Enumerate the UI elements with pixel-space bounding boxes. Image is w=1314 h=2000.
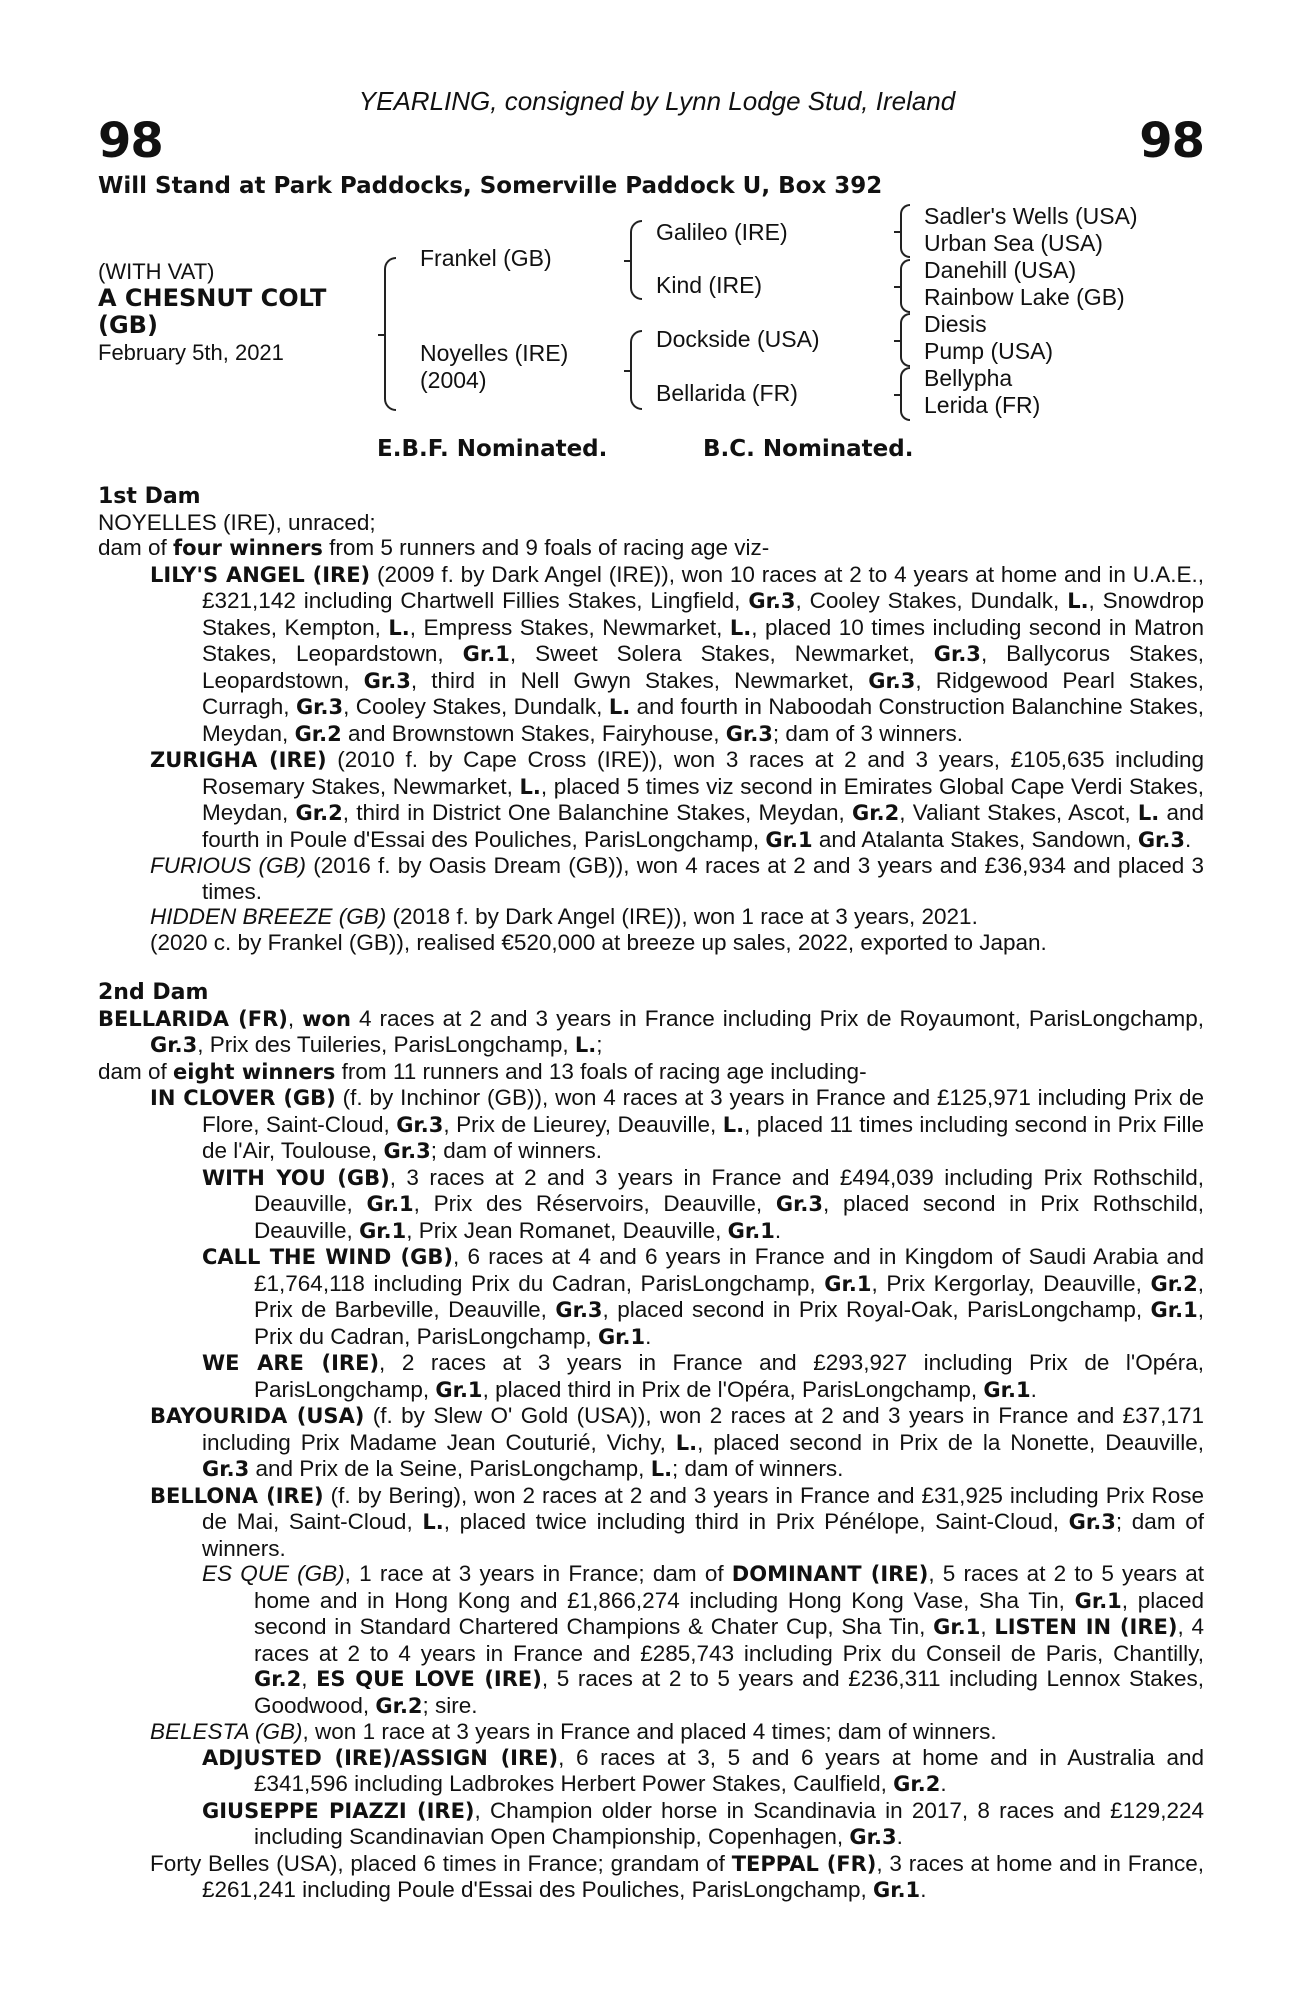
produce-hidden-breeze: HIDDEN BREEZE (GB) (2018 f. by Dark Angel (IRE)), won 1 race at 3 years, 2021. [150,904,978,929]
sss: Sadler's Wells (USA) [924,203,1138,229]
produce-in-clover: IN CLOVER (GB) (f. by Inchinor (GB)), won 4 races at 3 years in France and £125,971 including Prix de Flore, Saint-Cloud, Gr.3, Prix de Lieurey, Deauville, L., placed 11 times including second in Prix Fille de l'Air, Toulouse, Gr.3; dam of winners. [150,1085,1205,1163]
lot-number-right: 98 [1139,113,1204,169]
produce-zurigha: ZURIGHA (IRE) (2010 f. by Cape Cross (IRE)), won 3 races at 2 and 3 years, £105,635 including Rosemary Stakes, Newmarket, L., placed 5 times viz second in Emirates Global Cape Verdi Stakes, Meydan, Gr.2, third in District One Balanchine Stakes, Meydan, Gr.2, Valiant Stakes, Ascot, L. and fourth in Poule d'Essai des Pouliches, ParisLongchamp, Gr.1 and Atalanta Stakes, Sandown, Gr.3. [150,747,1205,852]
pedigree-brace-ss [900,204,910,258]
sire-sire: Galileo (IRE) [656,219,788,245]
horse-name-origin: (GB) [98,311,158,339]
sdd: Rainbow Lake (GB) [924,284,1125,310]
dam-dam: Bellarida (FR) [656,380,798,406]
second-dam-produce-line: dam of eight winners from 11 runners and 13 foals of racing age including- [98,1058,867,1084]
sds: Danehill (USA) [924,257,1077,283]
dss: Diesis [924,311,987,337]
ddd: Lerida (FR) [924,392,1041,418]
bc-nomination: B.C. Nominated. [703,436,914,462]
lot-number-left: 98 [98,113,163,169]
dsd: Pump (USA) [924,338,1054,364]
first-dam-heading: 1st Dam [98,484,201,509]
pedigree-brace-dam [630,330,642,410]
produce-we-are: WE ARE (IRE), 2 races at 3 years in France and £293,927 including Prix de l'Opéra, ParisLongchamp, Gr.1, placed third in Prix de l'Opéra, ParisLongchamp, Gr.1. [202,1350,1204,1402]
first-dam-line: NOYELLES (IRE), unraced; [98,509,376,535]
produce-2020-colt: (2020 c. by Frankel (GB)), realised €520,000 at breeze up sales, 2022, exported to Japan. [150,929,1047,955]
horse-name: A CHESNUT COLT [98,284,327,312]
pedigree-brace-ds [900,313,910,367]
ebf-nomination: E.B.F. Nominated. [377,436,608,462]
dam-name: Noyelles (IRE) [420,340,569,366]
first-dam-produce-line: dam of four winners from 5 runners and 9 foals of racing age viz- [98,535,770,560]
produce-call-the-wind: CALL THE WIND (GB), 6 races at 4 and 6 years in France and in Kingdom of Saudi Arabia and £1,764,118 including Prix du Cadran, ParisLongchamp, Gr.1, Prix Kergorlay, Deauville, Gr.2, Prix de Barbeville, Deauville, Gr.3, placed second in Prix Royal-Oak, ParisLongchamp, Gr.1, Prix du Cadran, ParisLongchamp, Gr.1. [202,1244,1205,1349]
vat-label: (WITH VAT) [98,259,215,284]
ssd: Urban Sea (USA) [924,230,1103,256]
produce-forty-belles: Forty Belles (USA), placed 6 times in France; grandam of TEPPAL (FR), 3 races at home and in France, £261,241 including Poule d'Essai des Pouliches, ParisLongchamp, Gr.1. [150,1850,1204,1902]
second-dam-heading: 2nd Dam [98,980,209,1005]
pedigree-brace-dd [900,367,910,421]
dam-year: (2004) [420,367,487,393]
catalogue-text [98,484,1204,1904]
pedigree-brace-sd [900,259,910,313]
horse-info [98,258,326,366]
produce-giuseppe-piazzi: GIUSEPPE PIAZZI (IRE), Champion older horse in Scandinavia in 2017, 8 races and £129,224 including Scandinavian Open Championship, Copenhagen, Gr.3. [202,1797,1204,1849]
pedigree-brace-sire [630,220,642,300]
sire-dam: Kind (IRE) [656,272,763,298]
pedigree-brace-main [384,257,396,411]
produce-bellona: BELLONA (IRE) (f. by Bering), won 2 races at 2 and 3 years in France and £31,925 including Prix Rose de Mai, Saint-Cloud, L., placed twice including third in Prix Pénélope, Saint-Cloud, Gr.3; dam of winners. [150,1482,1204,1561]
dds: Bellypha [924,365,1013,391]
produce-with-you: WITH YOU (GB), 3 races at 2 and 3 years in France and £494,039 including Prix Rothschild, Deauville, Gr.1, Prix des Réservoirs, Deauville, Gr.3, placed second in Prix Rothschild, Deauville, Gr.1, Prix Jean Romanet, Deauville, Gr.1. [202,1164,1204,1243]
second-dam-bellarida: BELLARIDA (FR), won 4 races at 2 and 3 years in France including Prix de Royaumont, ParisLongchamp, Gr.3, Prix des Tuileries, ParisLongchamp, L.; [98,1005,1204,1057]
stand-location: Will Stand at Park Paddocks, Somerville Paddock U, Box 392 [98,173,883,199]
produce-lilys-angel: LILY'S ANGEL (IRE) (2009 f. by Dark Angel (IRE)), won 10 races at 2 to 4 years at home and in U.A.E., £321,142 including Chartwell Fillies Stakes, Lingfield, Gr.3, Cooley Stakes, Dundalk, L., Snowdrop Stakes, Kempton, L., Empress Stakes, Newmarket, L., placed 10 times including second in Matron Stakes, Leopardstown, Gr.1, Sweet Solera Stakes, Newmarket, Gr.3, Ballycorus Stakes, Leopardstown, Gr.3, third in Nell Gwyn Stakes, Newmarket, Gr.3, Ridgewood Pearl Stakes, Curragh, Gr.3, Cooley Stakes, Dundalk, L. and fourth in Naboodah Construction Balanchine Stakes, Meydan, Gr.2 and Brownstown Stakes, Fairyhouse, Gr.3; dam of 3 winners. [150,561,1205,746]
foaling-date: February 5th, 2021 [98,340,284,365]
produce-belesta: BELESTA (GB), won 1 race at 3 years in France and placed 4 times; dam of winners. [150,1719,997,1744]
sire-name: Frankel (GB) [420,245,552,271]
produce-furious: FURIOUS (GB) (2016 f. by Oasis Dream (GB)), won 4 races at 2 and 3 years and £36,934 and placed 3 times. [150,853,1204,904]
produce-bayourida: BAYOURIDA (USA) (f. by Slew O' Gold (USA)), won 2 races at 2 and 3 years in France and £37,171 including Prix Madame Jean Couturié, Vichy, L., placed second in Prix de la Nonette, Deauville, Gr.3 and Prix de la Seine, ParisLongchamp, L.; dam of winners. [150,1403,1205,1481]
sale-subtitle: YEARLING, consigned by Lynn Lodge Stud, Ireland [358,86,956,116]
dam-sire: Dockside (USA) [656,326,820,352]
produce-adjusted: ADJUSTED (IRE)/ASSIGN (IRE), 6 races at 3, 5 and 6 years at home and in Australia and £341,596 including Ladbrokes Herbert Power Stakes, Caulfield, Gr.2. [202,1744,1204,1796]
produce-es-que: ES QUE (GB), 1 race at 3 years in France; dam of DOMINANT (IRE), 5 races at 2 to 5 years at home and in Hong Kong and £1,866,274 including Hong Kong Vase, Sha Tin, Gr.1, placed second in Standard Chartered Champions & Chater Cup, Sha Tin, Gr.1, LISTEN IN (IRE), 4 races at 2 to 4 years in France and £285,743 including Prix du Conseil de Paris, Chantilly, Gr.2, ES QUE LOVE (IRE), 5 races at 2 to 5 years and £236,311 including Lennox Stakes, Goodwood, Gr.2; sire. [202,1561,1205,1718]
